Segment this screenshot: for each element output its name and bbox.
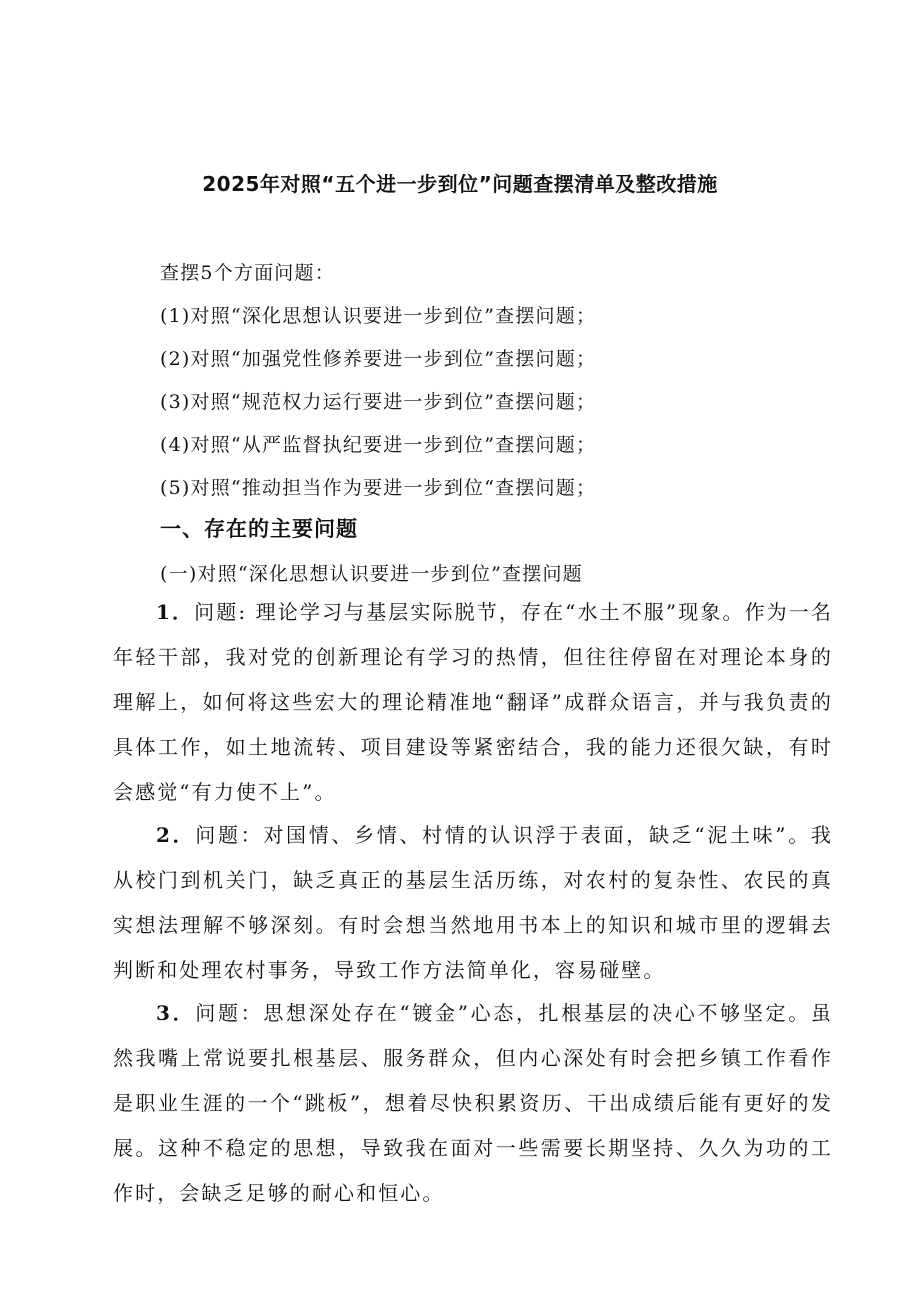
problem-number: 2． — [156, 823, 196, 847]
problem-text: 问题: 理论学习与基层实际脱节，存在“水土不服”现象。作为一名年轻干部，我对党的创新理论有学习的热情，但往往停留在对理论本身的理解上，如何将这些宏大的理论精准地“翻译”成群众语言，并与我负责的具体工作，如土地流转、项目建设等紧密结合，我的能力还很欠缺，有时会感觉“有力使不上”。 — [113, 600, 833, 804]
problem-paragraph-3 — [113, 991, 833, 1216]
aspect-item-4: (4)对照“从严监督执纪要进一步到位”查摆问题； — [160, 434, 597, 456]
aspect-item-2: (2)对照“加强党性修养要进一步到位”查摆问题； — [160, 348, 597, 370]
problem-number: 1． — [156, 600, 195, 624]
aspect-item-3: (3)对照“规范权力运行要进一步到位”查摆问题； — [160, 391, 597, 413]
problem-paragraph-1 — [113, 590, 833, 815]
section-heading: 一、存在的主要问题 — [160, 517, 358, 541]
problem-number: 3． — [156, 1001, 196, 1025]
problem-paragraph-2 — [113, 813, 833, 993]
aspect-item-1: (1)对照“深化思想认识要进一步到位”查摆问题； — [160, 305, 597, 327]
aspects-intro: 查摆5个方面问题： — [160, 262, 335, 284]
problem-text: 问题：思想深处存在“镀金”心态，扎根基层的决心不够坚定。虽然我嘴上常说要扎根基层、服务群众，但内心深处有时会把乡镇工作看作是职业生涯的一个“跳板”，想着尽快积累资历、干出成绩后能有更好的发展。这种不稳定的思想，导致我在面对一些需要长期坚持、久久为功的工作时，会缺乏足够的耐心和恒心。 — [113, 1001, 833, 1205]
document-title: 2025年对照“五个进一步到位”问题查摆清单及整改措施 — [202, 172, 718, 196]
aspect-item-5: (5)对照“推动担当作为要进一步到位“查摆问题； — [160, 477, 597, 499]
subsection-heading: (一)对照“深化思想认识要进一步到位”查摆问题 — [160, 563, 583, 585]
problem-text: 问题：对国情、乡情、村情的认识浮于表面，缺乏“泥土味”。我从校门到机关门，缺乏真正的基层生活历练，对农村的复杂性、农民的真实想法理解不够深刻。有时会想当然地用书本上的知识和城市里的逻辑去判断和处理农村事务，导致工作方法简单化，容易碰壁。 — [113, 823, 833, 982]
